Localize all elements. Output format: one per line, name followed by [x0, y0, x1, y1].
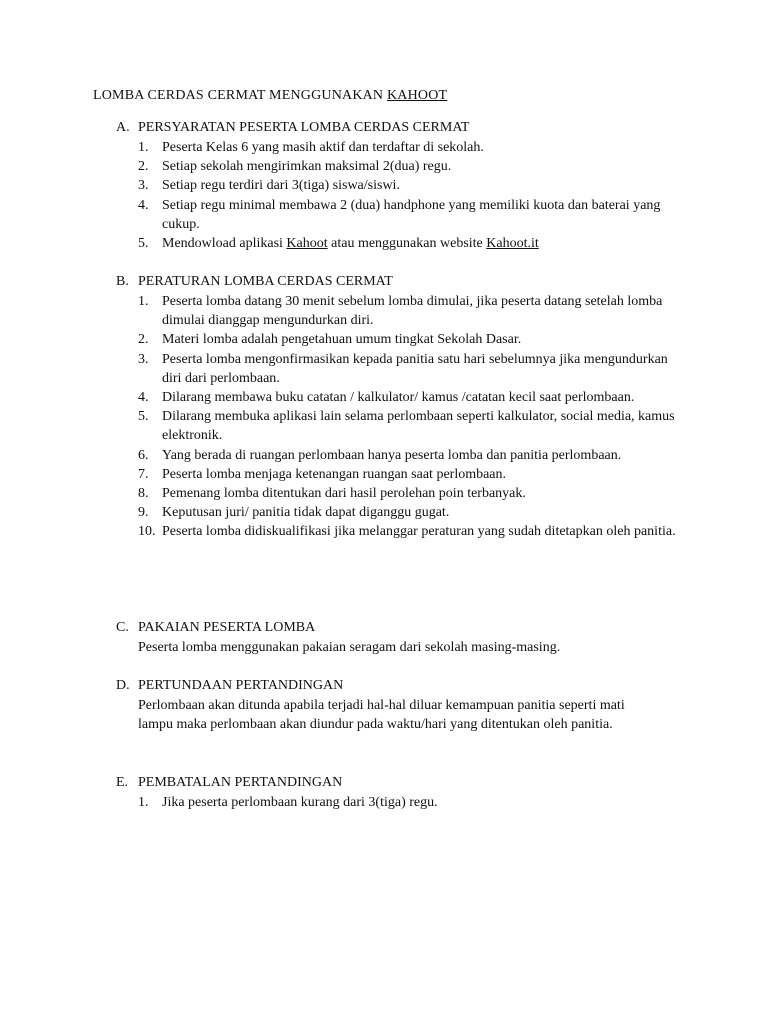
item-number: 1. — [138, 795, 149, 810]
section-letter: A. — [116, 120, 130, 135]
list-item — [138, 446, 676, 465]
section-title: PERSYARATAN PESERTA LOMBA CERDAS CERMAT — [138, 120, 470, 135]
item-text: Peserta lomba mengonfirmasikan kepada panitia satu hari sebelumnya jika mengundurkan diri dari perlombaan. — [162, 351, 668, 386]
item-text-part: Mendowload aplikasi — [162, 236, 287, 252]
item-text: Setiap sekolah mengirimkan maksimal 2(dua) regu. — [162, 159, 452, 175]
section-title: PEMBATALAN PERTANDINGAN — [138, 775, 343, 790]
list-item — [138, 465, 676, 484]
item-text: Peserta lomba menjaga ketenangan ruangan saat perlombaan. — [162, 466, 507, 482]
list-item — [138, 793, 676, 812]
kahoot-website-link[interactable]: Kahoot.it — [486, 236, 539, 252]
section-c — [116, 618, 676, 657]
item-text: Keputusan juri/ panitia tidak dapat diganggu gugat. — [162, 505, 450, 521]
list-item — [138, 234, 676, 253]
item-number: 1. — [138, 294, 149, 309]
item-number: 2. — [138, 332, 149, 348]
item-number: 7. — [138, 466, 149, 482]
item-text: Yang berada di ruangan perlombaan hanya peserta lomba dan panitia perlombaan. — [162, 447, 622, 463]
section-title: PAKAIAN PESERTA LOMBA — [138, 620, 316, 635]
item-number: 3. — [138, 351, 149, 367]
item-number: 2. — [138, 159, 149, 175]
section-heading — [116, 676, 676, 696]
item-number: 4. — [138, 390, 149, 406]
list-item — [138, 176, 676, 195]
item-text: Peserta lomba datang 30 menit sebelum lomba dimulai, jika peserta datang setelah lomba dimulai dianggap mengundurkan diri. — [162, 294, 663, 329]
section-letter: B. — [116, 274, 129, 289]
title-text: LOMBA CERDAS CERMAT MENGGUNAKAN — [93, 88, 387, 103]
item-number: 6. — [138, 447, 149, 463]
item-text — [162, 234, 676, 253]
section-paragraph: Perlombaan akan ditunda apabila terjadi hal-hal diluar kemampuan panitia seperti mati lampu maka perlombaan akan diundur pada waktu/hari yang ditentukan oleh panitia. — [138, 698, 625, 733]
item-number: 5. — [138, 236, 149, 252]
list-item — [138, 157, 676, 176]
item-number: 5. — [138, 409, 149, 425]
item-text: Materi lomba adalah pengetahuan umum tingkat Sekolah Dasar. — [162, 332, 522, 348]
section-b — [116, 272, 676, 542]
section-heading — [116, 773, 676, 793]
section-heading — [116, 272, 676, 292]
section-letter: E. — [116, 775, 129, 790]
item-text: Dilarang membuka aplikasi lain selama perlombaan seperti kalkulator, social media, kamus elektronik. — [162, 409, 675, 444]
section-paragraph: Peserta lomba menggunakan pakaian seragam dari sekolah masing-masing. — [138, 640, 561, 655]
list-item — [138, 330, 676, 349]
item-number: 9. — [138, 505, 149, 521]
item-number: 4. — [138, 197, 149, 213]
list-item — [138, 196, 676, 234]
item-text: Peserta lomba didiskualifikasi jika melanggar peraturan yang sudah ditetapkan oleh panitia. — [162, 524, 676, 540]
requirements-list — [138, 138, 676, 253]
list-item — [138, 503, 676, 522]
item-number: 3. — [138, 178, 149, 194]
list-item — [138, 292, 676, 330]
list-item — [138, 138, 676, 157]
kahoot-app-link[interactable]: Kahoot — [286, 236, 328, 252]
section-title: PERATURAN LOMBA CERDAS CERMAT — [138, 274, 393, 289]
item-text: Dilarang membawa buku catatan / kalkulator/ kamus /catatan kecil saat perlombaan. — [162, 390, 635, 406]
item-text: Setiap regu terdiri dari 3(tiga) siswa/siswi. — [162, 178, 400, 194]
section-e — [116, 773, 676, 812]
cancellation-list — [138, 793, 676, 812]
section-d — [116, 676, 676, 735]
section-a — [116, 118, 676, 253]
list-item — [138, 522, 676, 541]
item-number: 10. — [138, 524, 156, 540]
section-title: PERTUNDAAN PERTANDINGAN — [138, 678, 344, 693]
item-text: Pemenang lomba ditentukan dari hasil perolehan poin terbanyak. — [162, 486, 526, 502]
list-item — [138, 407, 676, 445]
section-letter: D. — [116, 678, 130, 693]
item-number: 8. — [138, 486, 149, 502]
section-heading — [116, 618, 676, 638]
item-text-part: atau menggunakan website — [327, 236, 487, 252]
document-title — [93, 88, 447, 104]
item-text: Setiap regu minimal membawa 2 (dua) handphone yang memiliki kuota dan baterai yang cukup. — [162, 197, 661, 232]
item-text: Peserta Kelas 6 yang masih aktif dan terdaftar di sekolah. — [162, 140, 484, 155]
item-text: Jika peserta perlombaan kurang dari 3(tiga) regu. — [162, 795, 438, 810]
section-letter: C. — [116, 620, 129, 635]
section-heading — [116, 118, 676, 138]
kahoot-title-link[interactable]: KAHOOT — [386, 88, 448, 103]
list-item — [138, 484, 676, 503]
list-item — [138, 388, 676, 407]
list-item — [138, 350, 676, 388]
item-number: 1. — [138, 140, 149, 155]
rules-list — [138, 292, 676, 542]
